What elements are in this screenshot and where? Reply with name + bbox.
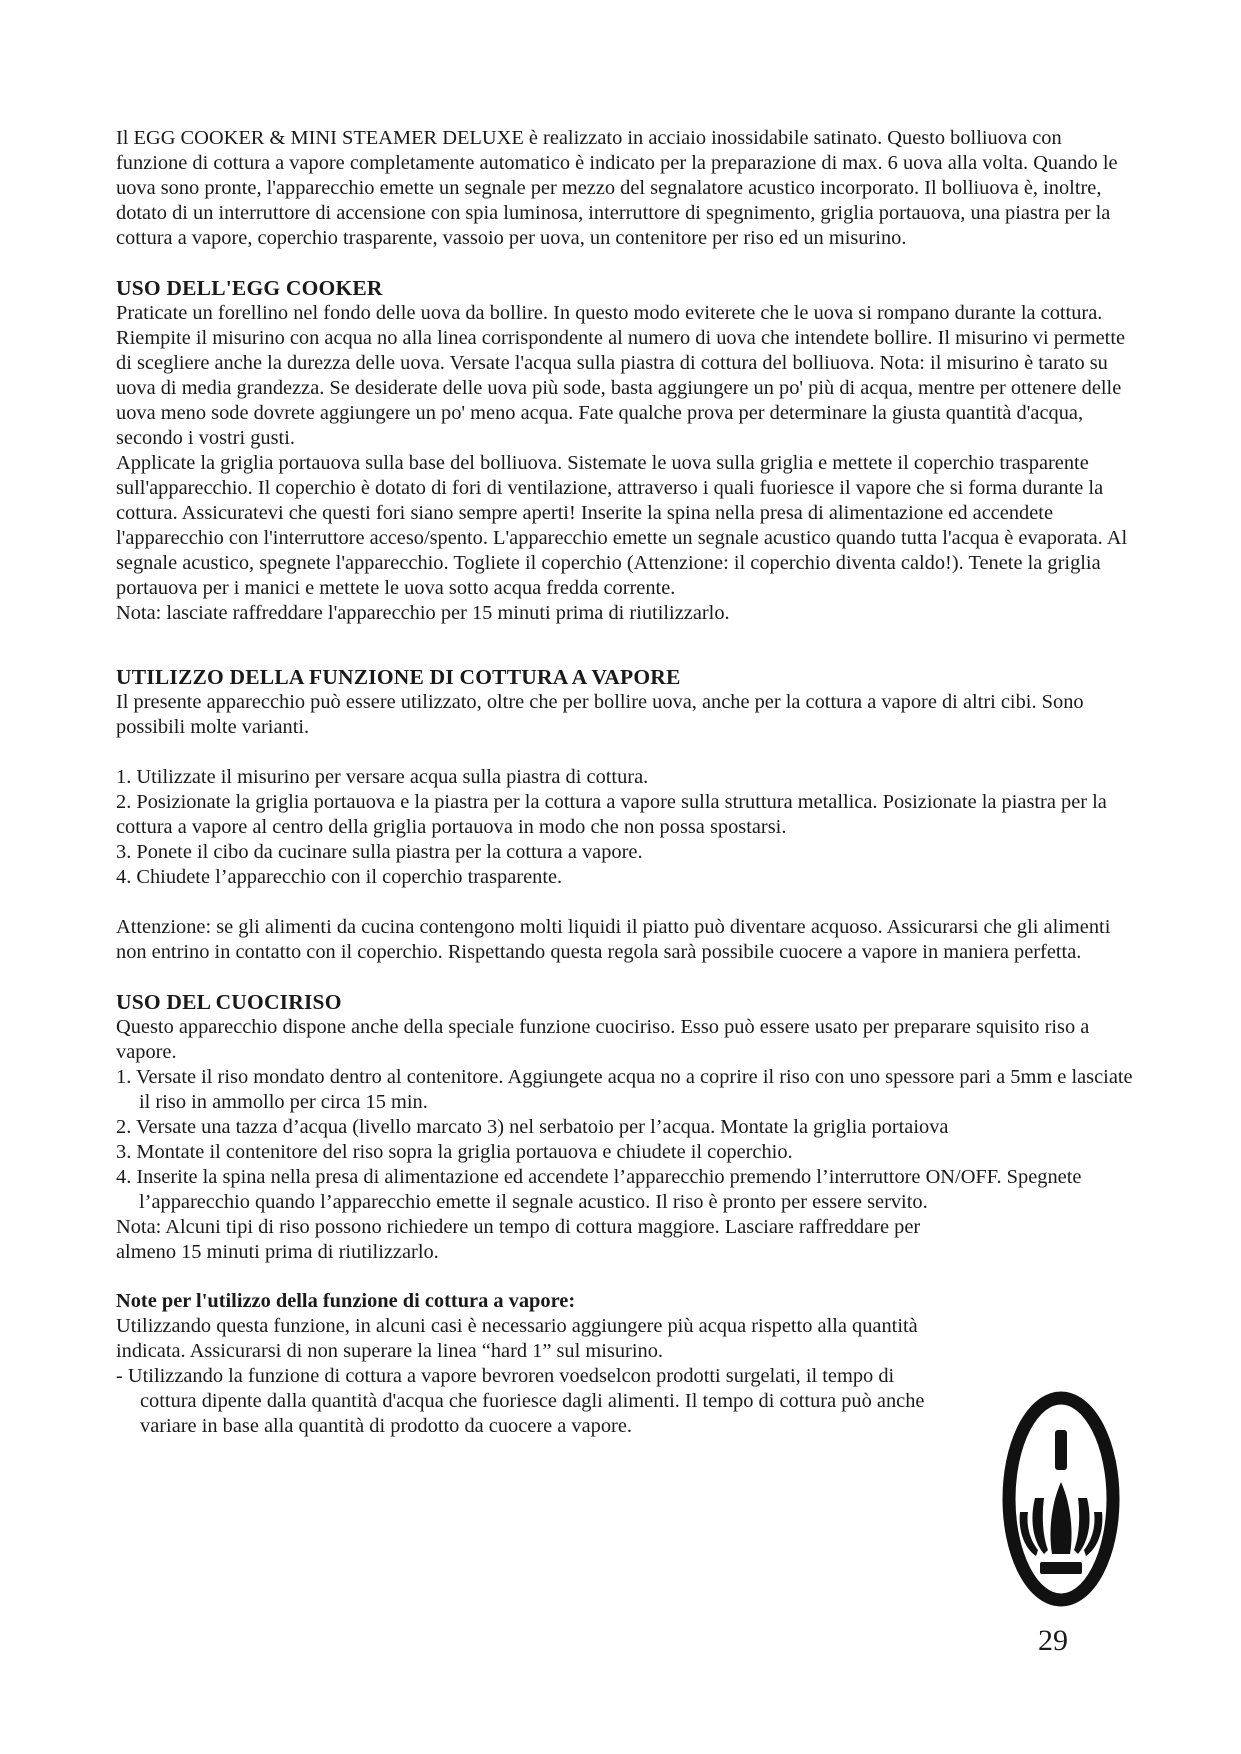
steam-step: 2. Posizionate la griglia portauova e la piastra per la cottura a vapore sulla struttura metallica. Posizionate la piastra per la cottura a vapore al centro della griglia portauova in modo che non possa spostarsi. [116,791,1107,838]
egg-cooker-heading: USO DELL'EGG COOKER [116,276,383,300]
steam-step: 3. Ponete il cibo da cucinare sulla piastra per la cottura a vapore. [116,841,643,863]
intro-paragraph: Il EGG COOKER & MINI STEAMER DELUXE è realizzato in acciaio inossidabile satinato. Questo bolliuova con funzione di cottura a vapore completamente automatico è indicato per la preparazione di max. 6 uova alla volta. Quando le uova sono pronte, l'apparecchio emette un segnale per mezzo del segnalatore acustico incorporato. Il bolliuova è, inoltre, dotato di un interruttore di accensione con spia luminosa, interruttore di spegnimento, griglia portauova, una piastra per la cottura a vapore, coperchio trasparente, vassoio per uova, un contenitore per riso ed un misurino. [116,127,1118,249]
rice-steps-list [116,1065,1136,1215]
steam-step: 4. Chiudete l’apparecchio con il coperchio trasparente. [116,866,563,888]
egg-cooker-paragraph-2: Applicate la griglia portauova sulla base del bolliuova. Sistemate le uova sulla griglia e mettete il coperchio trasparente sull'apparecchio. Il coperchio è dotato di fori di ventilazione, attraverso i quali fuoriesce il vapore che si forma durante la cottura. Assicuratevi che questi fori siano sempre aperti! Inserite la spina nella presa di alimentazione ed accendete l'apparecchio con l'interruttore acceso/spento. L'apparecchio emette un segnale acustico quando tutta l'acqua è evaporata. Al segnale acustico, spegnete l'apparecchio. Togliete il coperchio (Attenzione: il coperchio diventa caldo!). Tenete la griglia portauova per i manici e mettete le uova sotto acqua fredda corrente. [116,452,1128,599]
rice-step: 4. Inserite la spina nella presa di alimentazione ed accendete l’apparecchio premendo l’interruttore ON/OFF. Spegnete l’apparecchio quando l’apparecchio emette il segnale acustico. Il riso è pronto per essere servito. [116,1166,1082,1213]
rice-cooker-heading: USO DEL CUOCIRISO [116,990,342,1014]
rice-intro: Questo apparecchio dispone anche della speciale funzione cuociriso. Esso può essere usato per preparare squisito riso a vapore. [116,1016,1090,1063]
steam-notes-paragraph-2: - Utilizzando la funzione di cottura a vapore bevroren voedselcon prodotti surgelati, il tempo di cottura dipente dalla quantità d'acqua che fuoriesce dagli alimenti. Il tempo di cottura può anche variare in base alla quantità di prodotto da cuocere a vapore. [116,1365,925,1437]
rice-step: 3. Montate il contenitore del riso sopra la griglia portauova e chiudete il coperchio. [116,1141,793,1163]
rice-step: 1. Versate il riso mondato dentro al contenitore. Aggiungete acqua no a coprire il riso con uno spessore pari a 5mm e lasciate il riso in ammollo per circa 15 min. [116,1066,1133,1113]
spacer [116,740,1136,765]
egg-cooker-note: Nota: lasciate raffreddare l'apparecchio per 15 minuti prima di riutilizzarlo. [116,602,730,624]
spacer [116,890,1136,915]
egg-cooker-paragraph-1: Praticate un forellino nel fondo delle uova da bollire. In questo modo eviterete che le uova si rompano durante la cottura. Riempite il misurino con acqua no alla linea corrispondente al numero di uova che intendete bollire. Il misurino vi permette di scegliere anche la durezza delle uova. Versate l'acqua sulla piastra di cottura del bolliuova. Nota: il misurino è tarato su uova di media grandezza. Se desiderate delle uova più sode, basta aggiungere un po' più di acqua, mentre per ottenere delle uova meno sode dovrete aggiungere un po' meno acqua. Fate qualche prova per determinare la giusta quantità d'acqua, secondo i vostri gusti. [116,302,1126,449]
steam-function-heading: UTILIZZO DELLA FUNZIONE DI COTTURA A VAPORE [116,665,681,689]
brand-logo-icon [1002,1390,1120,1608]
spacer [116,626,1136,664]
steam-notes-heading: Note per l'utilizzo della funzione di cottura a vapore: [116,1290,576,1312]
steam-warning: Attenzione: se gli alimenti da cucina contengono molti liquidi il piatto può diventare acquoso. Assicurarsi che gli alimenti non entrino in contatto con il coperchio. Rispettando questa regola sarà possibile cuocere a vapore in maniera perfetta. [116,916,1111,963]
page-number: 29 [1038,1624,1068,1657]
rice-note: Nota: Alcuni tipi di riso possono richiedere un tempo di cottura maggiore. Lasciare raffreddare per almeno 15 minuti prima di riutilizzarlo. [116,1216,921,1263]
rice-step: 2. Versate una tazza d’acqua (livello marcato 3) nel serbatoio per l’acqua. Montate la griglia portaiova [116,1116,949,1138]
steam-step: 1. Utilizzate il misurino per versare acqua sulla piastra di cottura. [116,766,649,788]
spacer [116,965,1136,989]
steam-steps-list [116,765,1136,890]
spacer [116,251,1136,275]
manual-page [116,126,1136,1439]
steam-notes-paragraph-1: Utilizzando questa funzione, in alcuni casi è necessario aggiungere più acqua rispetto alla quantità indicata. Assicurarsi di non superare la linea “hard 1” sul misurino. [116,1315,918,1362]
steam-intro: Il presente apparecchio può essere utilizzato, oltre che per bollire uova, anche per la cottura a vapore di altri cibi. Sono possibili molte varianti. [116,691,1084,738]
spacer [116,1265,1136,1289]
